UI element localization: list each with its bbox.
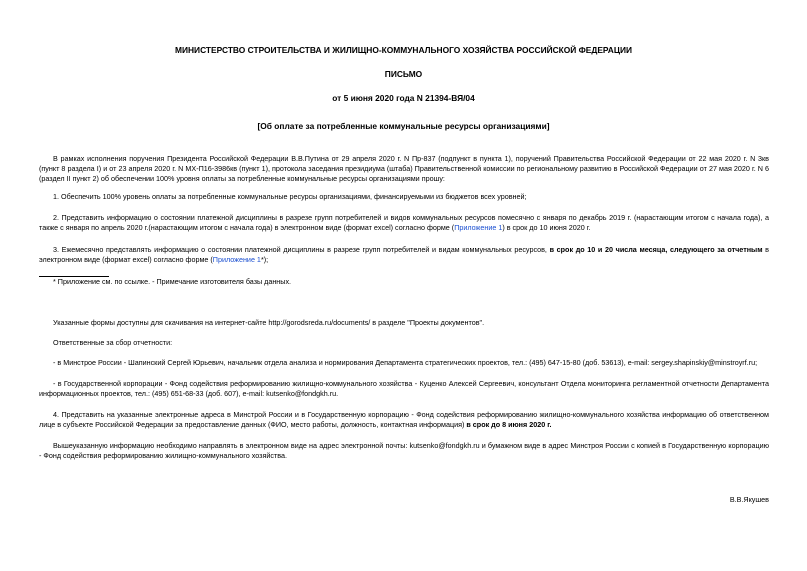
item-2-text-a: 2. Представить информацию о состоянии платежной дисциплины в разрезе групп потребителей и видов коммунальных ресурсов помесячно с января по декабрь 2019 г. (нарастающим итогом с начала года), а также с января по апрель 2020 г.(нарастающим итогом с начала года) в электронном виде (формат excel) согласно форме ( (39, 213, 769, 232)
item-4-paragraph (39, 410, 769, 430)
item-4-text: 4. Представить на указанные электронные адреса в Минстрой России и в Государственную корпорацию - Фонд содействия реформированию жилищно-коммунального хозяйства информацию об ответственном лице в субъекте Российской Федерации за предоставление данных (ФИО, место работы, должность, контактная информация) (39, 410, 769, 429)
item-3-deadline: в срок до 10 и 20 числа месяца, следующего за отчетным (549, 245, 763, 254)
footnote: * Приложение см. по ссылке. - Примечание изготовителя базы данных. (53, 277, 292, 286)
appendix-1-link[interactable]: Приложение 1 (212, 255, 261, 264)
responsible-heading: Ответственные за сбор отчетности: (53, 338, 173, 347)
item-3-paragraph (39, 245, 769, 265)
closing-paragraph: Вышеуказанную информацию необходимо направлять в электронном виде на адрес электронной почты: kutsenko@fondgkh.ru и бумажном виде в адрес Минстроя России с копией в Государственную корпорацию - Фонд содействия реформированию жилищно-коммунального хозяйства. (39, 441, 769, 460)
item-1-paragraph: 1. Обеспечить 100% уровень оплаты за потребленные коммунальные ресурсы организациями, финансируемыми из бюджетов всех уровней; (53, 192, 527, 201)
document-subject: [Об оплате за потребленные коммунальные ресурсы организациями] (257, 121, 550, 131)
responsible-minstroy: - в Минстрое России - Шапинский Сергей Юрьевич, начальник отдела анализа и нормирования Департамента стратегических проектов, тел.: (495) 647-15-80 (доб. 53613), e-mail: sergey.shapinskiy@minstroyrf.ru; (53, 358, 758, 367)
appendix-1-link[interactable]: Приложение 1 (454, 223, 503, 232)
signature: В.В.Якушев (729, 495, 769, 504)
forms-paragraph: Указанные формы доступны для скачивания на интернет-сайте http://gorodsreda.ru/documents/ в разделе "Проекты документов". (53, 318, 485, 327)
item-2-text-b: ) в срок до 10 июня 2020 г. (502, 223, 591, 232)
document-date-number: от 5 июня 2020 года N 21394-ВЯ/04 (332, 93, 475, 103)
intro-paragraph: В рамках исполнения поручения Президента Российской Федерации В.В.Путина от 29 апреля 2020 г. N Пр-837 (подпункт в пункта 1), поручений Правительства Российской Федерации от 22 мая 2020 г. N 3кв (пункт 8 раздела I) и от 23 апреля 2020 г. N МХ-П16-3986кв (пункт 1), протокола заседания президиума (штаба) Правительственной комиссии по региональному развитию в Российской Федерации от 27 мая 2020 г. N 6 (раздел II пункт 2) об обеспечении 100% уровня оплаты за потребленные коммунальные ресурсы организациями прошу: (39, 154, 769, 183)
ministry-heading: МИНИСТЕРСТВО СТРОИТЕЛЬСТВА И ЖИЛИЩНО-КОММУНАЛЬНОГО ХОЗЯЙСТВА РОССИЙСКОЙ ФЕДЕРАЦИИ (175, 45, 632, 55)
item-3-text-b: в электронном виде (формат excel) согласно форме ( (39, 245, 769, 264)
item-3-text-c: *); (260, 255, 269, 264)
item-3-text-a: 3. Ежемесячно представлять информацию о состоянии платежной дисциплины в разрезе групп потребителей и видам коммунальных ресурсов, (53, 245, 550, 254)
document-type: ПИСЬМО (384, 69, 423, 79)
item-4-deadline: в срок до 8 июня 2020 г. (466, 420, 552, 429)
item-2-paragraph (39, 213, 769, 233)
responsible-fund: - в Государственной корпорации - Фонд содействия реформированию жилищно-коммунального хозяйства - Куценко Алексей Сергеевич, консультант Отдела мониторинга регламентной отчетности Департамента информационных проектов, тел.: (495) 651-68-33 (доб. 607), e-mail: kutsenko@fondgkh.ru. (39, 379, 769, 398)
